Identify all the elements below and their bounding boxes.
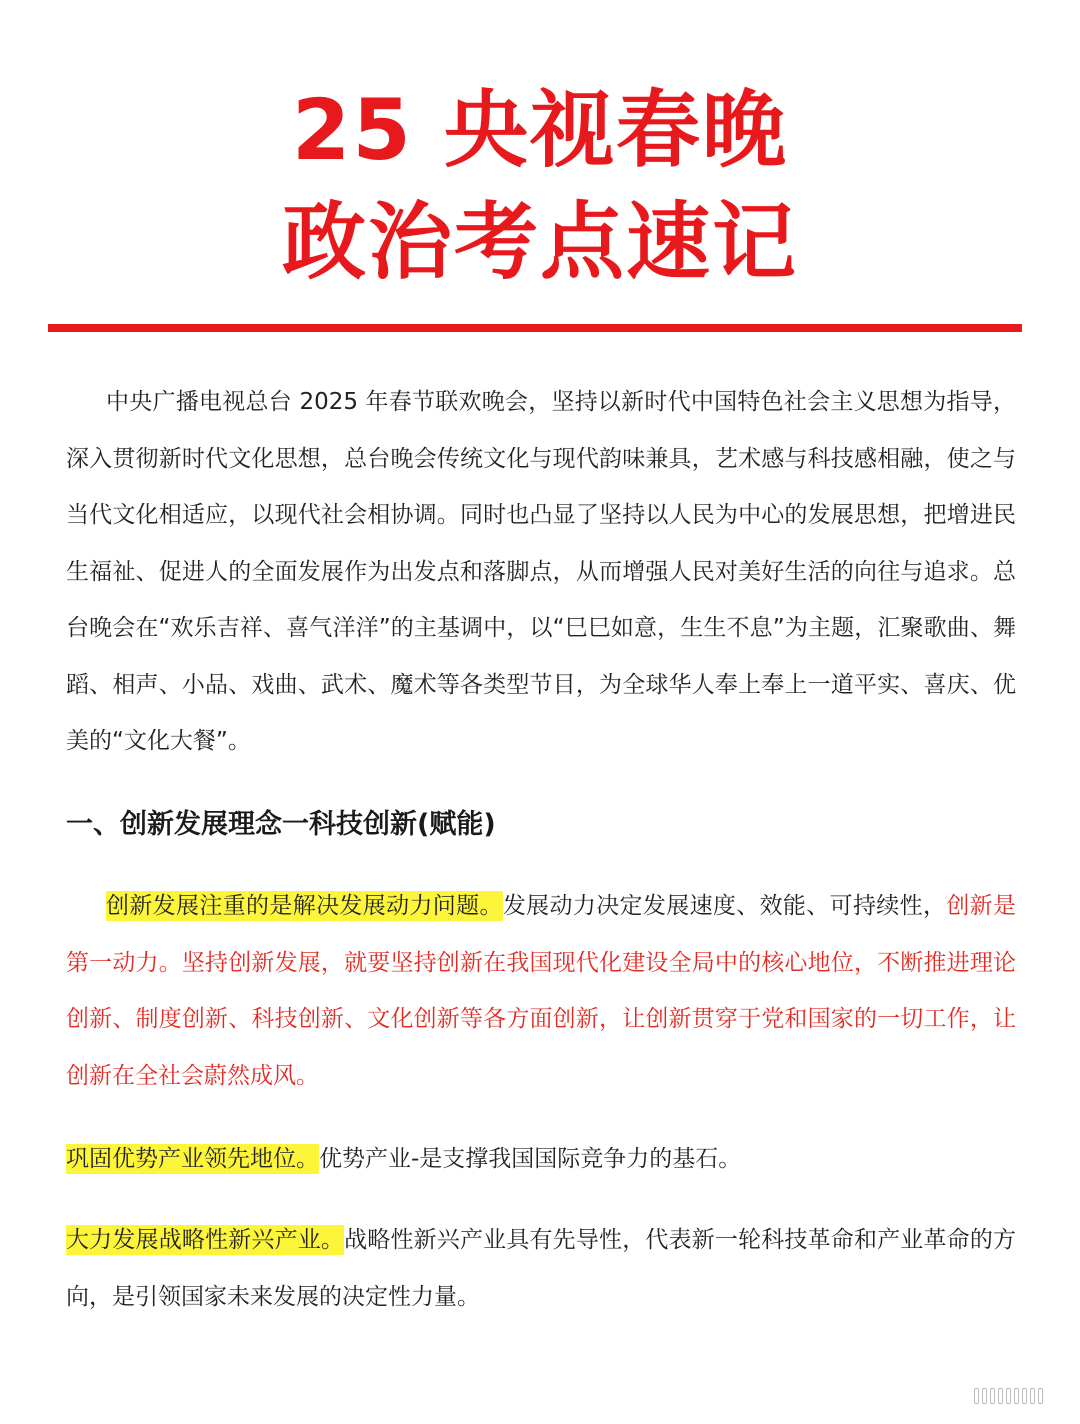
innovation-paragraph [66,878,1016,1104]
body-text: 发展动力决定发展速度、效能、可持续性， [502,893,947,919]
title-line-2: 政治考点速记 [281,193,798,291]
title-line-1: 25 央视春晚 [291,81,789,179]
industry-paragraph [66,1131,1016,1188]
red-emphasis-text: 创新是第一动力。坚持创新发展，就要坚持创新在我国现代化建设全局中的核心地位，不断推进理论创新、制度创新、科技创新、文化创新等各方面创新，让创新贯穿于党和国家的一切工作，让创新在全社会蔚然成风。 [66,893,1017,1089]
bar-icon [990,1388,995,1404]
intro-paragraph: 中央广播电视总台 2025 年春节联欢晚会，坚持以新时代中国特色社会主义思想为指导，深入贯彻新时代文化思想，总台晚会传统文化与现代韵味兼具，艺术感与科技感相融，使之与当代文化相适应，以现代社会相协调。同时也凸显了坚持以人民为中心的发展思想，把增进民生福祉、促进人的全面发展作为出发点和落脚点，从而增强人民对美好生活的向往与追求。总台晚会在“欢乐吉祥、喜气洋洋”的主基调中，以“巳巳如意，生生不息”为主题，汇聚歌曲、舞蹈、相声、小品、戏曲、武术、魔术等各类型节目，为全球华人奉上奉上一道平实、喜庆、优美的“文化大餐”。 [66,389,1016,754]
bar-icon [1038,1388,1043,1404]
highlight-text: 大力发展战略性新兴产业。 [66,1227,345,1253]
body-text: 优势产业-是支撑我国国际竞争力的基石。 [319,1146,742,1172]
bar-icon [1022,1388,1027,1404]
bar-icon [1014,1388,1019,1404]
highlight-text: 创新发展注重的是解决发展动力问题。 [106,893,503,919]
title-divider [48,324,1022,332]
image-count-icon [966,1382,1050,1410]
section-heading: 一、创新发展理念一科技创新(赋能) [66,809,496,840]
body-text: 战略性新兴产业具有先导性，代表新一轮科技革命和产业革命的方向，是引领国家未来发展的决定性力量。 [66,1227,1017,1310]
bar-icon [998,1388,1003,1404]
emerging-industry-paragraph [66,1212,1016,1325]
highlight-text: 巩固优势产业领先地位。 [66,1146,319,1172]
bar-icon [1030,1388,1035,1404]
bar-icon [982,1388,987,1404]
bar-icon [974,1388,979,1404]
bar-icon [1006,1388,1011,1404]
